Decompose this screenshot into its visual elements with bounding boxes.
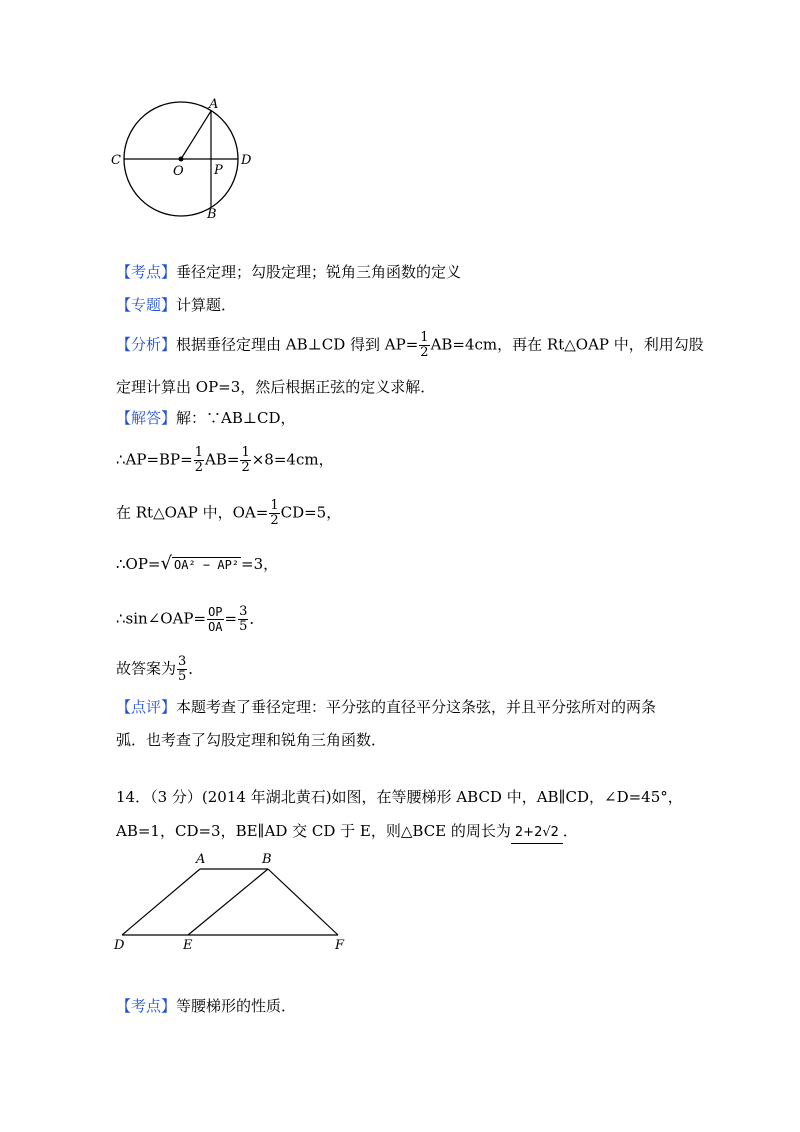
sqrt-sign: √ <box>160 553 172 574</box>
fraction-denominator: 5 <box>178 669 187 684</box>
fenxi-line <box>116 331 704 360</box>
fraction-denominator: 2 <box>270 513 279 528</box>
answer-pre: 故答案为 <box>116 659 177 678</box>
step1-pre: ∴AP=BP= <box>116 450 193 469</box>
kaodian-tag: 【考点】 <box>116 997 177 1015</box>
jieda-text: 解：∵AB⊥CD， <box>176 409 296 427</box>
kaodian-text: 等腰梯形的性质． <box>176 997 297 1015</box>
fraction-numerator: 1 <box>241 445 250 460</box>
step1-post: ×8=4cm， <box>251 450 334 469</box>
jieda-tag: 【解答】 <box>116 409 177 427</box>
label-o: O <box>173 164 184 179</box>
fraction-denominator: OA <box>208 620 223 634</box>
dianping-text-1: 本题考查了垂径定理：平分弦的直径平分这条弦，并且平分弦所对的两条 <box>176 698 657 716</box>
step1-fraction-1 <box>194 446 204 475</box>
label-a: A <box>196 852 206 867</box>
center-point <box>179 157 184 162</box>
zhuanti-text: 计算题． <box>176 296 237 314</box>
fraction-numerator: OP <box>208 605 223 619</box>
segment-be <box>188 869 268 935</box>
step3-pre: ∴OP= <box>116 555 161 573</box>
kaodian-tag: 【考点】 <box>116 263 177 281</box>
circle-figure <box>105 95 265 225</box>
step1-mid: AB= <box>205 450 240 469</box>
step4-fraction-1 <box>207 605 223 634</box>
step3-post: =3， <box>241 555 279 573</box>
label-c: C <box>111 153 121 168</box>
fenxi-post: AB=4cm，再在 Rt△OAP 中，利用勾股 <box>430 335 704 354</box>
zhuanti-tag: 【专题】 <box>116 296 177 314</box>
step-2 <box>116 499 341 528</box>
q14-kaodian-line <box>116 996 296 1016</box>
zhuanti-line <box>116 295 236 315</box>
step1-fraction-2 <box>240 446 250 475</box>
step4-pre: ∴sin∠OAP= <box>116 609 207 628</box>
fenxi-text-2: 定理计算出 OP=3，然后根据正弦的定义求解． <box>116 378 436 396</box>
label-b: B <box>207 207 217 222</box>
q14-text-2: AB=1，CD=3，BE∥AD 交 CD 于 E，则△BCE 的周长为 <box>116 822 511 840</box>
fraction-numerator: 1 <box>420 330 429 345</box>
fraction-numerator: 1 <box>194 445 204 460</box>
radius-oa <box>181 111 211 159</box>
label-a: A <box>209 97 219 112</box>
answer-fraction <box>177 655 187 684</box>
step4-post: ． <box>249 609 265 628</box>
step2-post: CD=5， <box>280 503 342 522</box>
fraction-denominator: 2 <box>420 345 429 360</box>
step2-fraction <box>269 499 279 528</box>
kaodian-line <box>116 262 461 282</box>
dianping-tag: 【点评】 <box>116 698 177 716</box>
step2-pre: 在 Rt△OAP 中，OA= <box>116 503 269 522</box>
jieda-line <box>116 408 295 428</box>
sqrt-radicand: OA² − AP² <box>174 558 240 572</box>
answer-blank: 2+2√2 <box>511 823 563 844</box>
label-p: P <box>214 163 223 178</box>
dianping-line <box>116 697 656 717</box>
fraction-numerator: 1 <box>270 498 279 513</box>
fraction-numerator: 3 <box>178 654 187 669</box>
kaodian-text: 垂径定理；勾股定理；锐角三角函数的定义 <box>176 263 462 281</box>
step4-eq: = <box>224 609 238 628</box>
fraction-numerator: 3 <box>239 604 248 619</box>
q14-text-1: 14．（3 分）(2014 年湖北黄石)如图，在等腰梯形 ABCD 中，AB∥CD，∠D=45°， <box>116 788 683 806</box>
step-1 <box>116 446 334 475</box>
answer-post: ． <box>188 659 204 678</box>
step-3 <box>116 554 278 575</box>
q14-line-1 <box>116 787 683 807</box>
step4-fraction-2 <box>238 605 248 634</box>
step-4 <box>116 605 264 634</box>
fraction-denominator: 2 <box>241 460 250 475</box>
segment-bf <box>268 869 338 935</box>
label-d: D <box>241 153 252 168</box>
answer-line <box>116 655 203 684</box>
label-d: D <box>114 938 125 953</box>
q14-line-2 <box>116 821 578 844</box>
dianping-line-2 <box>116 730 386 750</box>
trapezoid-figure <box>110 848 360 953</box>
dianping-text-2: 弧．也考查了勾股定理和锐角三角函数． <box>116 731 387 749</box>
fenxi-pre: 根据垂径定理由 AB⊥CD 得到 AP= <box>176 335 419 354</box>
label-b: B <box>262 852 272 867</box>
label-f: F <box>335 938 345 953</box>
segment-ad <box>122 869 200 935</box>
fenxi-line-2 <box>116 377 435 397</box>
fraction-denominator: 5 <box>239 619 248 634</box>
fenxi-tag: 【分析】 <box>116 335 177 354</box>
q14-post: ． <box>562 822 578 840</box>
fenxi-fraction <box>419 331 429 360</box>
fraction-denominator: 2 <box>194 460 204 475</box>
label-e: E <box>183 938 193 953</box>
